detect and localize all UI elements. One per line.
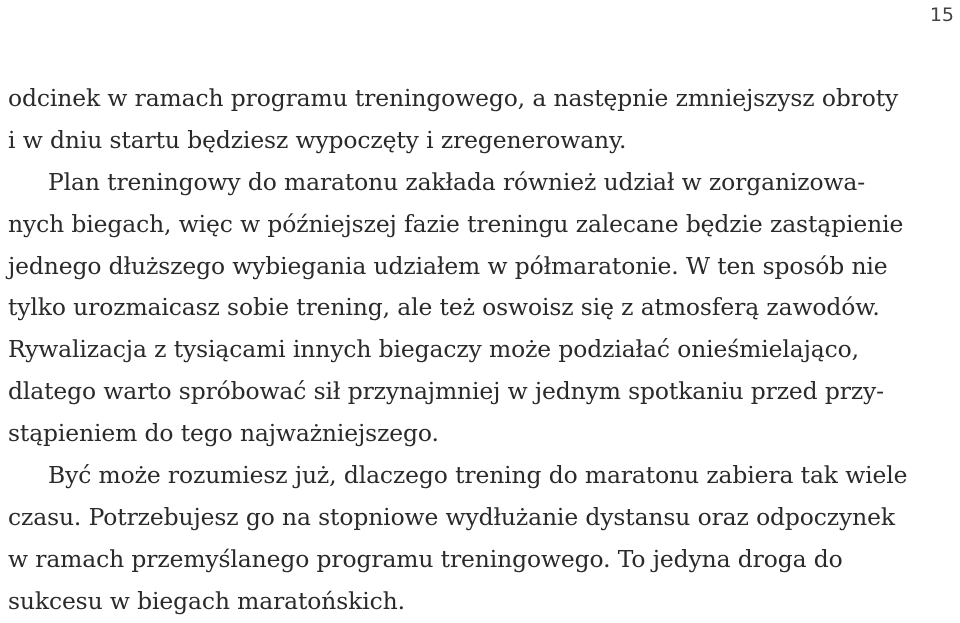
- text-line: czasu. Potrzebujesz go na stopniowe wydłużanie dystansu oraz odpoczynek: [8, 502, 895, 531]
- text-line: w ramach przemyślanego programu treningowego. To jedyna droga do: [8, 544, 843, 573]
- text-line: Plan treningowy do maratonu zakłada również udział w zorganizowa-: [48, 167, 866, 196]
- text-line: jednego dłuższego wybiegania udziałem w półmaratonie. W ten sposób nie: [8, 251, 888, 280]
- text-line: tylko urozmaicasz sobie trening, ale też oswoisz się z atmosferą zawodów.: [8, 293, 880, 322]
- text-line: odcinek w ramach programu treningowego, a następnie zmniejszysz obroty: [8, 84, 899, 112]
- text-line: stąpieniem do tego najważniejszego.: [8, 419, 439, 448]
- text-line: sukcesu w biegach maratońskich.: [8, 586, 405, 615]
- page-number: 15: [929, 4, 954, 26]
- text-line: nych biegach, więc w późniejszej fazie treningu zalecane będzie zastąpienie: [8, 209, 904, 238]
- text-line: dlatego warto spróbować sił przynajmniej w jednym spotkaniu przed przy-: [8, 377, 884, 406]
- text-line: Być może rozumiesz już, dlaczego trening do maratonu zabiera tak wiele: [48, 461, 908, 490]
- body-text: [8, 78, 948, 623]
- text-line: i w dniu startu będziesz wypoczęty i zregenerowany.: [8, 125, 627, 154]
- text-line: Rywalizacja z tysiącami innych biegaczy może podziałać onieśmielająco,: [8, 335, 859, 364]
